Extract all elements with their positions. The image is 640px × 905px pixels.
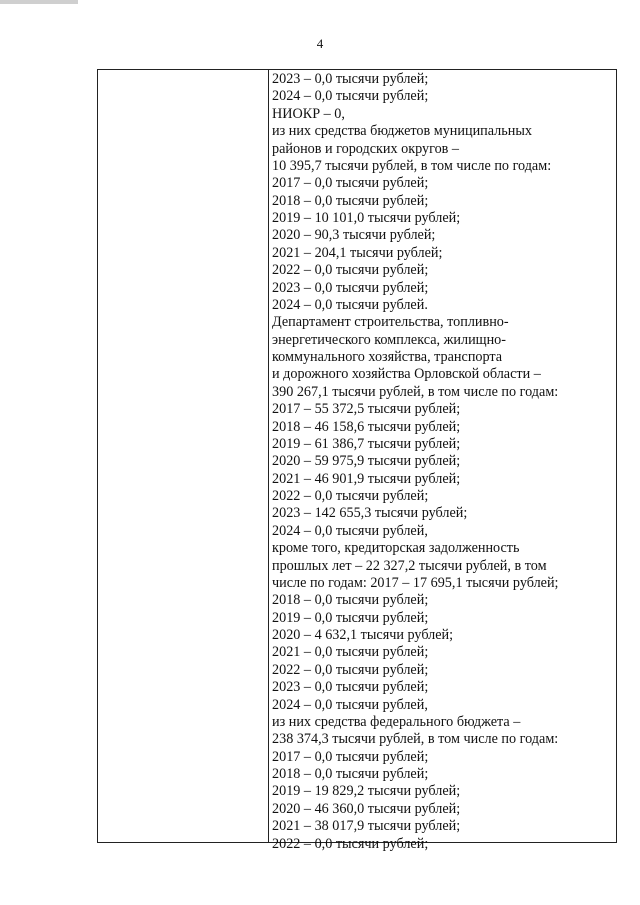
text-line: прошлых лет – 22 327,2 тысячи рублей, в том (272, 557, 547, 574)
text-line: из них средства федерального бюджета – (272, 713, 521, 730)
text-line: 2020 – 4 632,1 тысячи рублей; (272, 627, 454, 643)
text-line: числе по годам: 2017 – 17 695,1 тысячи рублей; (272, 574, 559, 591)
text-line: 2024 – 0,0 тысячи рублей, (272, 522, 428, 539)
page-number: 4 (316, 36, 324, 51)
text-line: 2019 – 0,0 тысячи рублей; (272, 609, 429, 626)
text-line: 2024 – 0,0 тысячи рублей, (272, 696, 428, 713)
table-right-cell (272, 71, 614, 852)
text-line: энергетического комплекса, жилищно- (272, 331, 506, 348)
text-line: 2021 – 38 017,9 тысячи рублей; (272, 818, 461, 835)
text-line: 2019 – 10 101,0 тысячи рублей; (272, 210, 461, 226)
text-line: 2022 – 0,0 тысячи рублей; (272, 488, 429, 504)
text-line: из них средства бюджетов муниципальных (272, 123, 532, 140)
text-line: коммунального хозяйства, транспорта (272, 349, 503, 365)
text-line: 2017 – 0,0 тысячи рублей; (272, 175, 429, 192)
text-line: 2019 – 61 386,7 тысячи рублей; (272, 435, 461, 452)
text-line: 2018 – 0,0 тысячи рублей; (272, 766, 429, 782)
text-line: 2021 – 204,1 тысячи рублей; (272, 244, 443, 261)
text-line: 2020 – 46 360,0 тысячи рублей; (272, 800, 461, 817)
text-line: 2023 – 0,0 тысячи рублей; (272, 71, 429, 87)
text-line: 2023 – 0,0 тысячи рублей; (272, 679, 429, 696)
text-line: кроме того, кредиторская задолженность (272, 540, 520, 557)
text-line: 2018 – 0,0 тысячи рублей; (272, 192, 429, 209)
text-line: районов и городских округов – (272, 140, 460, 157)
column-divider (268, 70, 269, 842)
text-line: 2024 – 0,0 тысячи рублей. (272, 296, 428, 313)
text-line: 2021 – 0,0 тысячи рублей; (272, 644, 429, 661)
text-line: НИОКР – 0, (272, 105, 345, 122)
text-line: 2019 – 19 829,2 тысячи рублей; (272, 783, 461, 800)
text-line: Департамент строительства, топливно- (272, 314, 509, 331)
text-line: 2020 – 90,3 тысячи рублей; (272, 227, 436, 244)
text-line: 2018 – 46 158,6 тысячи рублей; (272, 418, 461, 435)
text-line: 2017 – 55 372,5 тысячи рублей; (272, 401, 461, 418)
text-line: 2022 – 0,0 тысячи рублей; (272, 835, 429, 852)
text-line: 238 374,3 тысячи рублей, в том числе по годам: (272, 731, 559, 748)
text-line: 2018 – 0,0 тысячи рублей; (272, 592, 429, 609)
text-line: 390 267,1 тысячи рублей, в том числе по годам: (272, 383, 559, 400)
text-line: 2024 – 0,0 тысячи рублей; (272, 88, 429, 105)
text-line: 2023 – 142 655,3 тысячи рублей; (272, 505, 468, 522)
document-table (97, 69, 617, 852)
text-line: 2023 – 0,0 тысячи рублей; (272, 279, 429, 296)
text-lines (272, 71, 614, 853)
text-line: 10 395,7 тысячи рублей, в том числе по годам: (272, 157, 552, 174)
text-line: 2020 – 59 975,9 тысячи рублей; (272, 453, 461, 470)
scan-edge-mark (0, 0, 78, 4)
text-line: 2022 – 0,0 тысячи рублей; (272, 262, 429, 279)
text-line: 2021 – 46 901,9 тысячи рублей; (272, 470, 461, 487)
text-line: 2017 – 0,0 тысячи рублей; (272, 748, 429, 765)
text-line: 2022 – 0,0 тысячи рублей; (272, 661, 429, 678)
text-line: и дорожного хозяйства Орловской области – (272, 366, 541, 383)
